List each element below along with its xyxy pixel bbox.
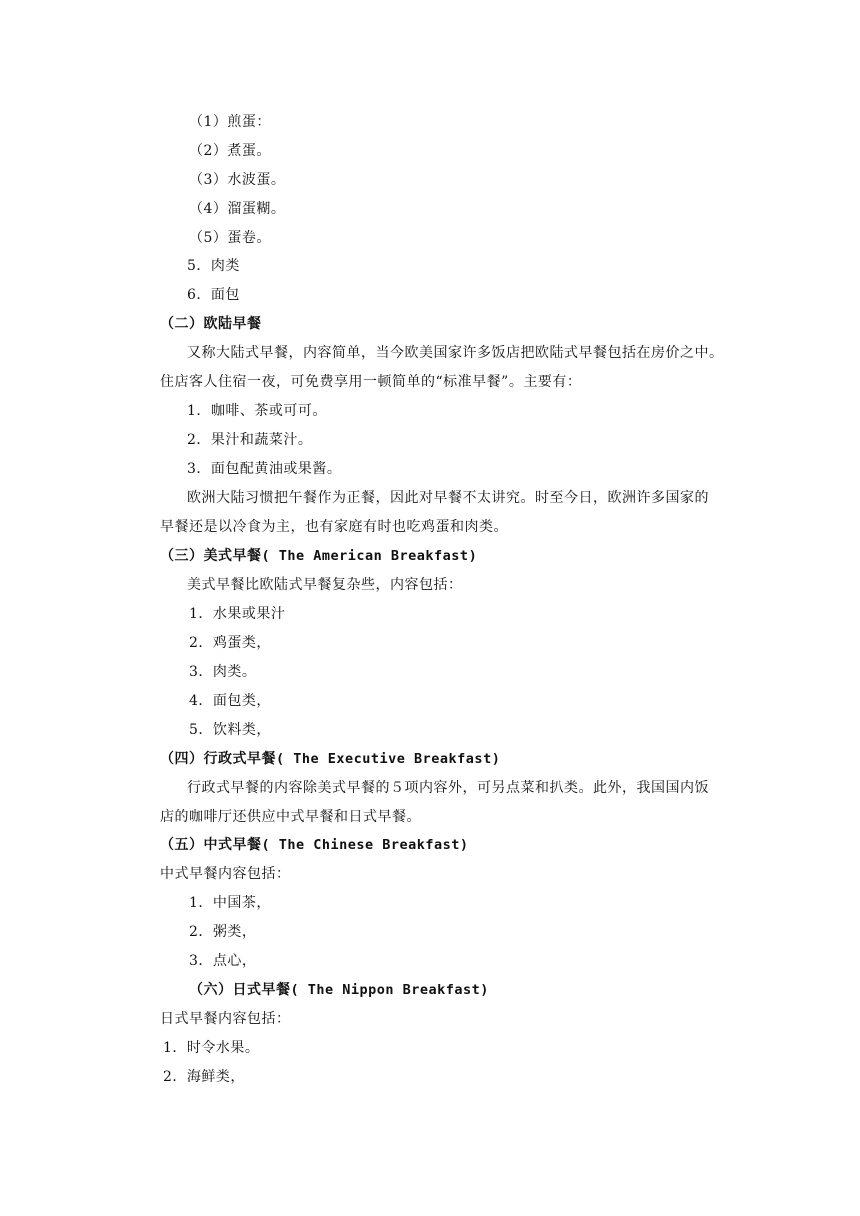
list-item: 1．咖啡、茶或可可。	[187, 403, 327, 419]
paragraph-line: 欧洲大陆习惯把午餐作为正餐，因此对早餐不太讲究。时至今日，欧洲许多国家的	[187, 490, 709, 506]
heading-en: ( The Chinese Breakfast)	[261, 837, 469, 853]
section-heading-executive	[160, 749, 500, 769]
heading-zh: （五）中式早餐	[160, 837, 262, 853]
heading-zh: （三）美式早餐	[160, 548, 262, 564]
paragraph-line: 美式早餐比欧陆式早餐复杂些，内容包括：	[187, 577, 463, 593]
list-item: 1．时令水果。	[163, 1040, 260, 1056]
list-item: 2．粥类，	[189, 924, 257, 940]
heading-en: ( The American Breakfast)	[261, 548, 478, 564]
heading-zh: （六）日式早餐	[189, 982, 291, 998]
paragraph-line: （1）煎蛋：	[189, 114, 271, 130]
list-item: 2．鸡蛋类，	[189, 635, 271, 651]
section-heading-continental: （二）欧陆早餐	[160, 316, 262, 332]
list-item: 4．面包类，	[189, 693, 271, 709]
heading-en: ( The Nippon Breakfast)	[290, 982, 489, 998]
list-item: 3．肉类。	[189, 664, 257, 680]
paragraph-line: 早餐还是以冷食为主，也有家庭有时也吃鸡蛋和肉类。	[160, 519, 508, 535]
heading-zh: （四）行政式早餐	[160, 751, 276, 767]
paragraph-line: 又称大陆式早餐，内容简单，当今欧美国家许多饭店把欧陆式早餐包括在房价之中。	[187, 345, 724, 361]
list-item: 2．果汁和蔬菜汁。	[187, 432, 313, 448]
paragraph-line: 店的咖啡厅还供应中式早餐和日式早餐。	[160, 809, 421, 825]
section-heading-chinese	[160, 835, 469, 855]
section-heading-japanese	[189, 980, 489, 1000]
list-item: 3．点心，	[189, 953, 257, 969]
paragraph-line: （5）蛋卷。	[189, 230, 271, 246]
paragraph-line: 5．肉类	[187, 258, 240, 274]
paragraph-line: （4）溜蛋糊。	[189, 201, 286, 217]
paragraph-line: （2）煮蛋。	[189, 143, 271, 159]
paragraph-line: 行政式早餐的内容除美式早餐的５项内容外，可另点菜和扒类。此外，我国国内饭	[187, 780, 709, 796]
list-item: 1．中国茶，	[189, 895, 271, 911]
list-item: 1．水果或果汁	[189, 606, 286, 622]
paragraph-line: 日式早餐内容包括：	[160, 1011, 291, 1027]
list-item: 3．面包配黄油或果酱。	[187, 461, 342, 477]
list-item: 2．海鲜类，	[163, 1069, 245, 1085]
heading-en: ( The Executive Breakfast)	[276, 751, 501, 767]
section-heading-american	[160, 546, 477, 566]
paragraph-line: 6．面包	[187, 287, 240, 303]
paragraph-line: （3）水波蛋。	[189, 172, 286, 188]
paragraph-line: 住店客人住宿一夜，可免费享用一顿简单的“标准早餐”。主要有：	[160, 374, 582, 390]
paragraph-line: 中式早餐内容包括：	[160, 866, 291, 882]
list-item: 5．饮料类，	[189, 722, 271, 738]
